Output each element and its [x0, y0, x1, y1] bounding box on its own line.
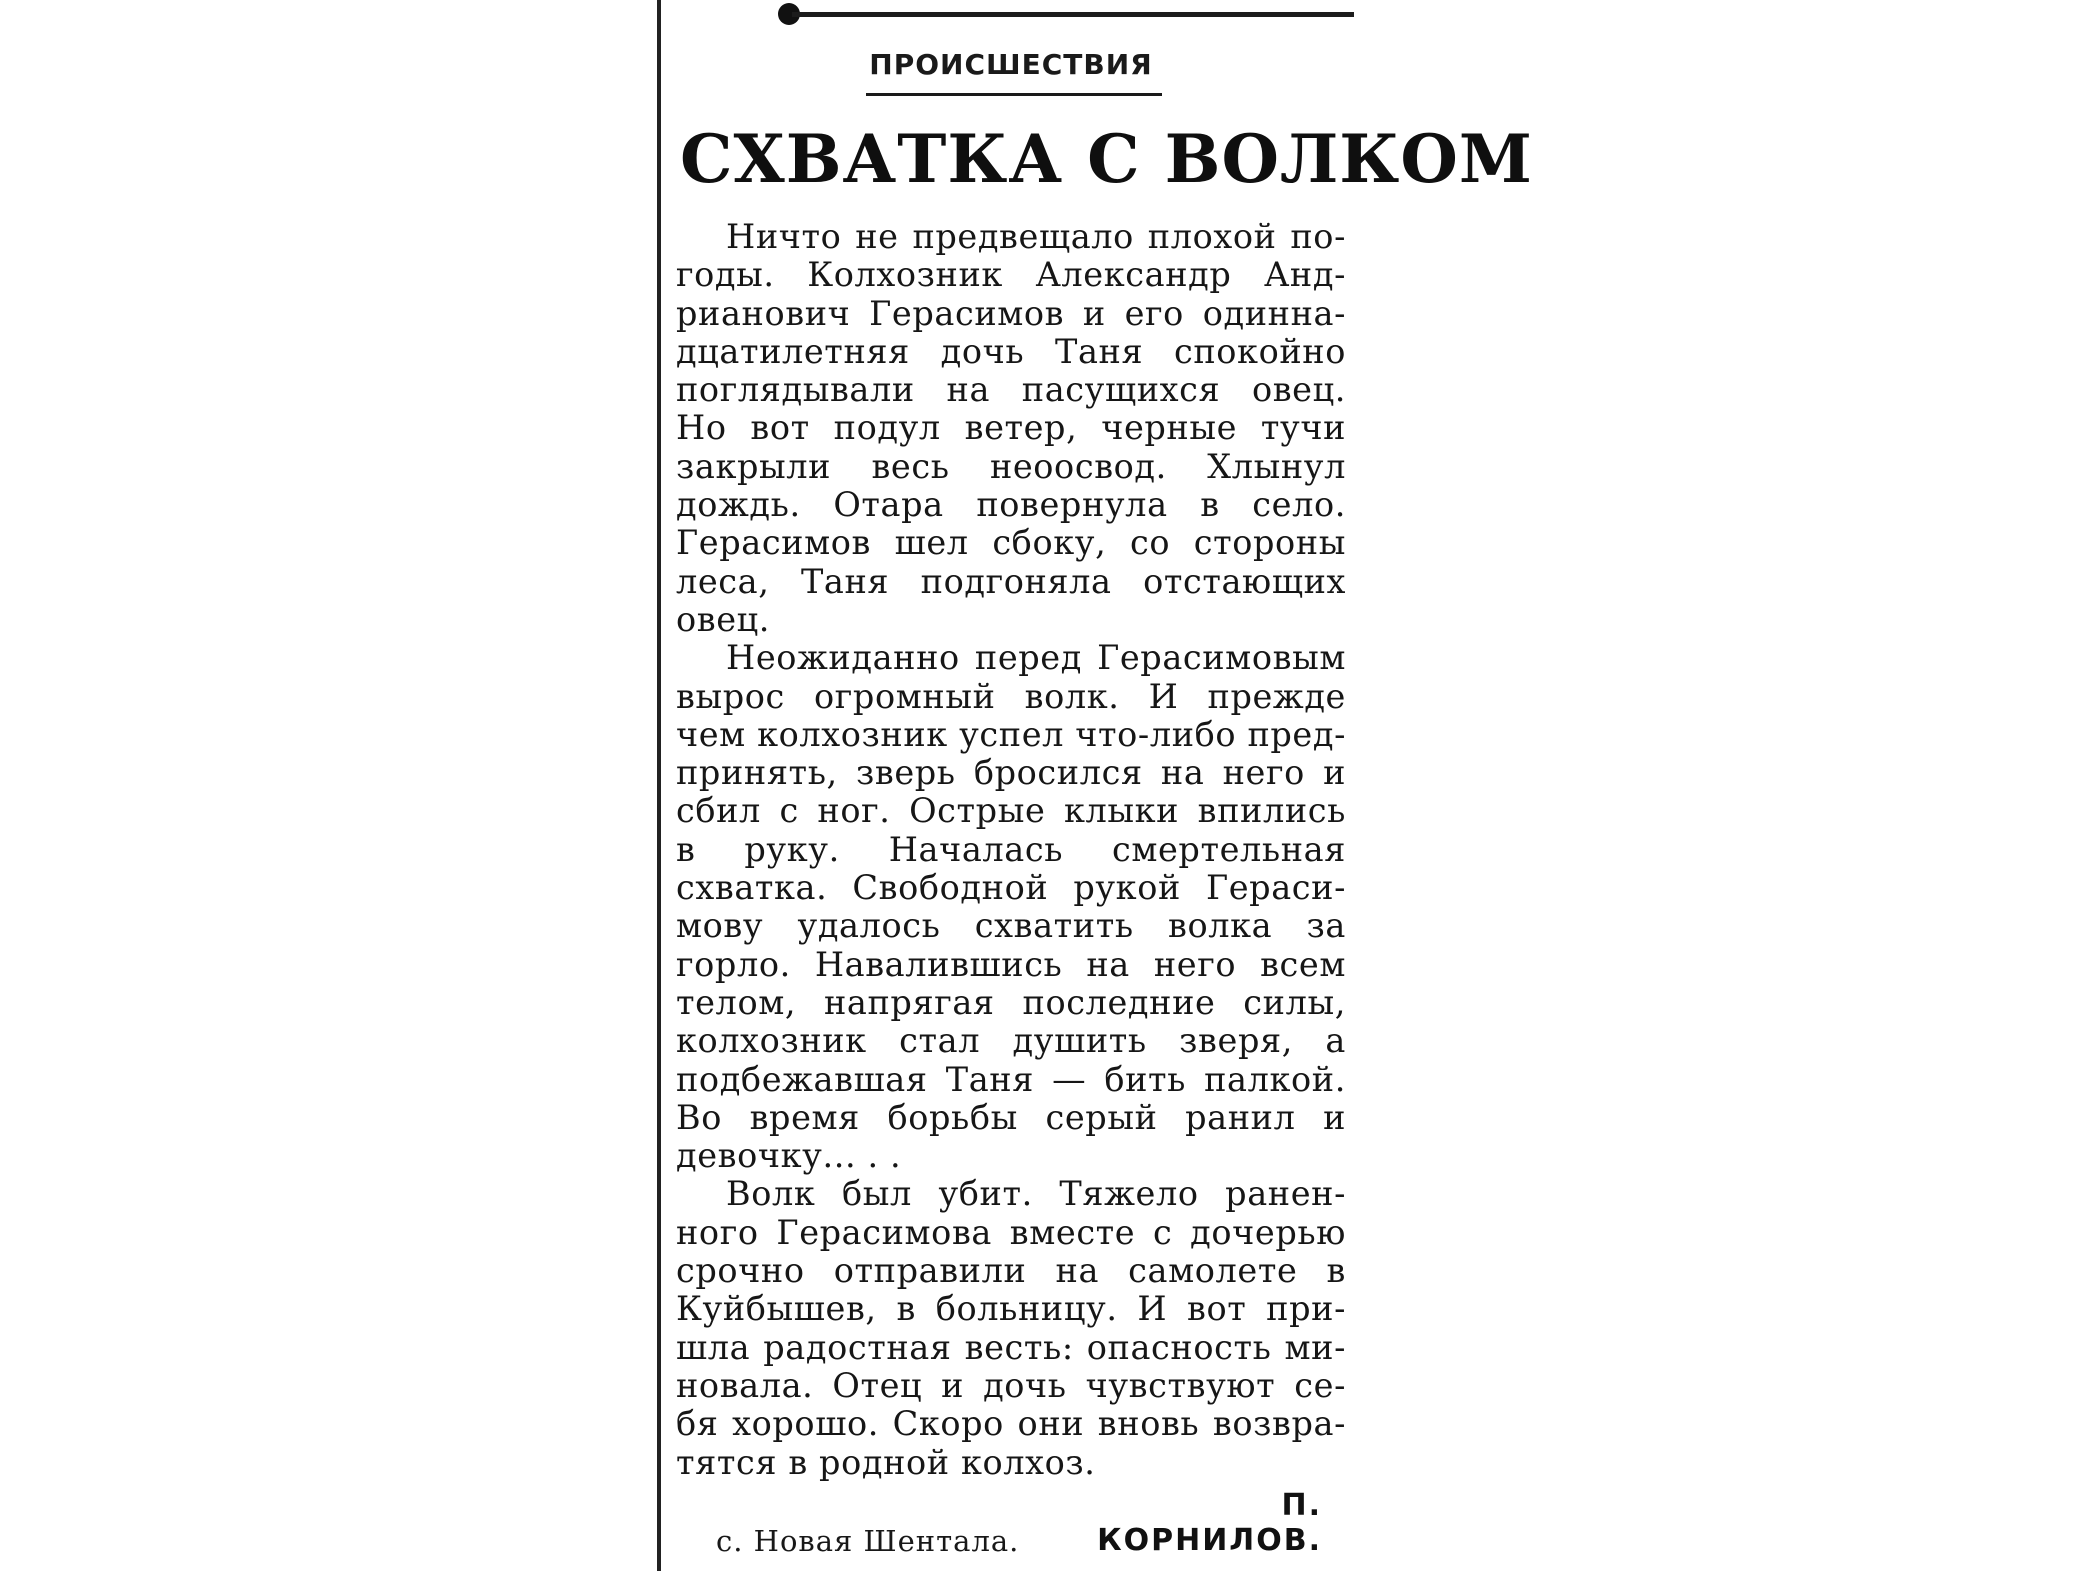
article-line: горло. Навалившись на него всем [676, 944, 1346, 984]
article-line: принять, зверь бросился на него и [676, 753, 1346, 793]
article-line: сбил с ног. Острые клыки впились [676, 791, 1346, 831]
dateline-place: с. Новая Шентала. [716, 1524, 1020, 1558]
article-line: Герасимов шел сбоку, со стороны [676, 523, 1346, 563]
article-line: тятся в родной колхоз. [676, 1442, 1096, 1482]
article-line: рианович Герасимов и его одинна- [676, 293, 1346, 333]
article-line: овец. [676, 599, 771, 639]
rubric-underline [866, 93, 1162, 96]
article-line: телом, напрягая последние силы, [676, 982, 1346, 1022]
section-rubric: ПРОИСШЕСТВИЯ [869, 48, 1153, 81]
top-rule [792, 12, 1354, 17]
article-line: мову удалось схватить волка за [676, 906, 1346, 946]
article-line: ного Герасимова вместе с дочерью [676, 1212, 1346, 1252]
article-line: колхозник стал душить зверя, а [676, 1021, 1346, 1061]
author-signature: П. КОРНИЛОВ. [1097, 1488, 1322, 1558]
article-line: в руку. Началась смертельная [676, 829, 1346, 869]
article-line: шла радостная весть: опасность ми- [676, 1327, 1346, 1367]
article-line: схватка. Свободной рукой Гераси- [676, 868, 1346, 908]
article-line: поглядывали на пасущихся овец. [676, 370, 1346, 410]
article-line: Куйбышев, в больницу. И вот при- [676, 1289, 1346, 1329]
article-line: девочку... . . [676, 1136, 902, 1176]
article-line: Неожиданно перед Герасимовым [726, 638, 1346, 678]
article-headline: СХВАТКА С ВОЛКОМ [680, 120, 1533, 198]
article-line: срочно отправили на самолете в [676, 1251, 1346, 1291]
article-line: годы. Колхозник Александр Анд- [676, 255, 1346, 295]
article-line: Во время борьбы серый ранил и [676, 1097, 1346, 1137]
article-line: дождь. Отара повернула в село. [676, 485, 1346, 525]
column-rule [657, 0, 661, 1571]
article-line: Но вот подул ветер, черные тучи [676, 408, 1346, 448]
article-line: дцатилетняя дочь Таня спокойно [676, 331, 1346, 371]
article-line: закрыли весь неоосвод. Хлынул [676, 446, 1346, 486]
article-line: вырос огромный волк. И прежде [676, 676, 1346, 716]
article-line: бя хорошо. Скоро они вновь возвра- [676, 1404, 1346, 1444]
article-line: Ничто не предвещало плохой по- [726, 217, 1346, 256]
article-line: подбежавшая Таня — бить палкой. [676, 1059, 1346, 1099]
article-line: Волк был убит. Тяжело ранен- [726, 1174, 1346, 1214]
article-line: леса, Таня подгоняла отстающих [676, 561, 1346, 601]
article-line: чем колхозник успел что-либо пред- [676, 714, 1346, 754]
article-line: новала. Отец и дочь чувствуют се- [676, 1365, 1346, 1405]
article-body [676, 218, 1346, 1482]
